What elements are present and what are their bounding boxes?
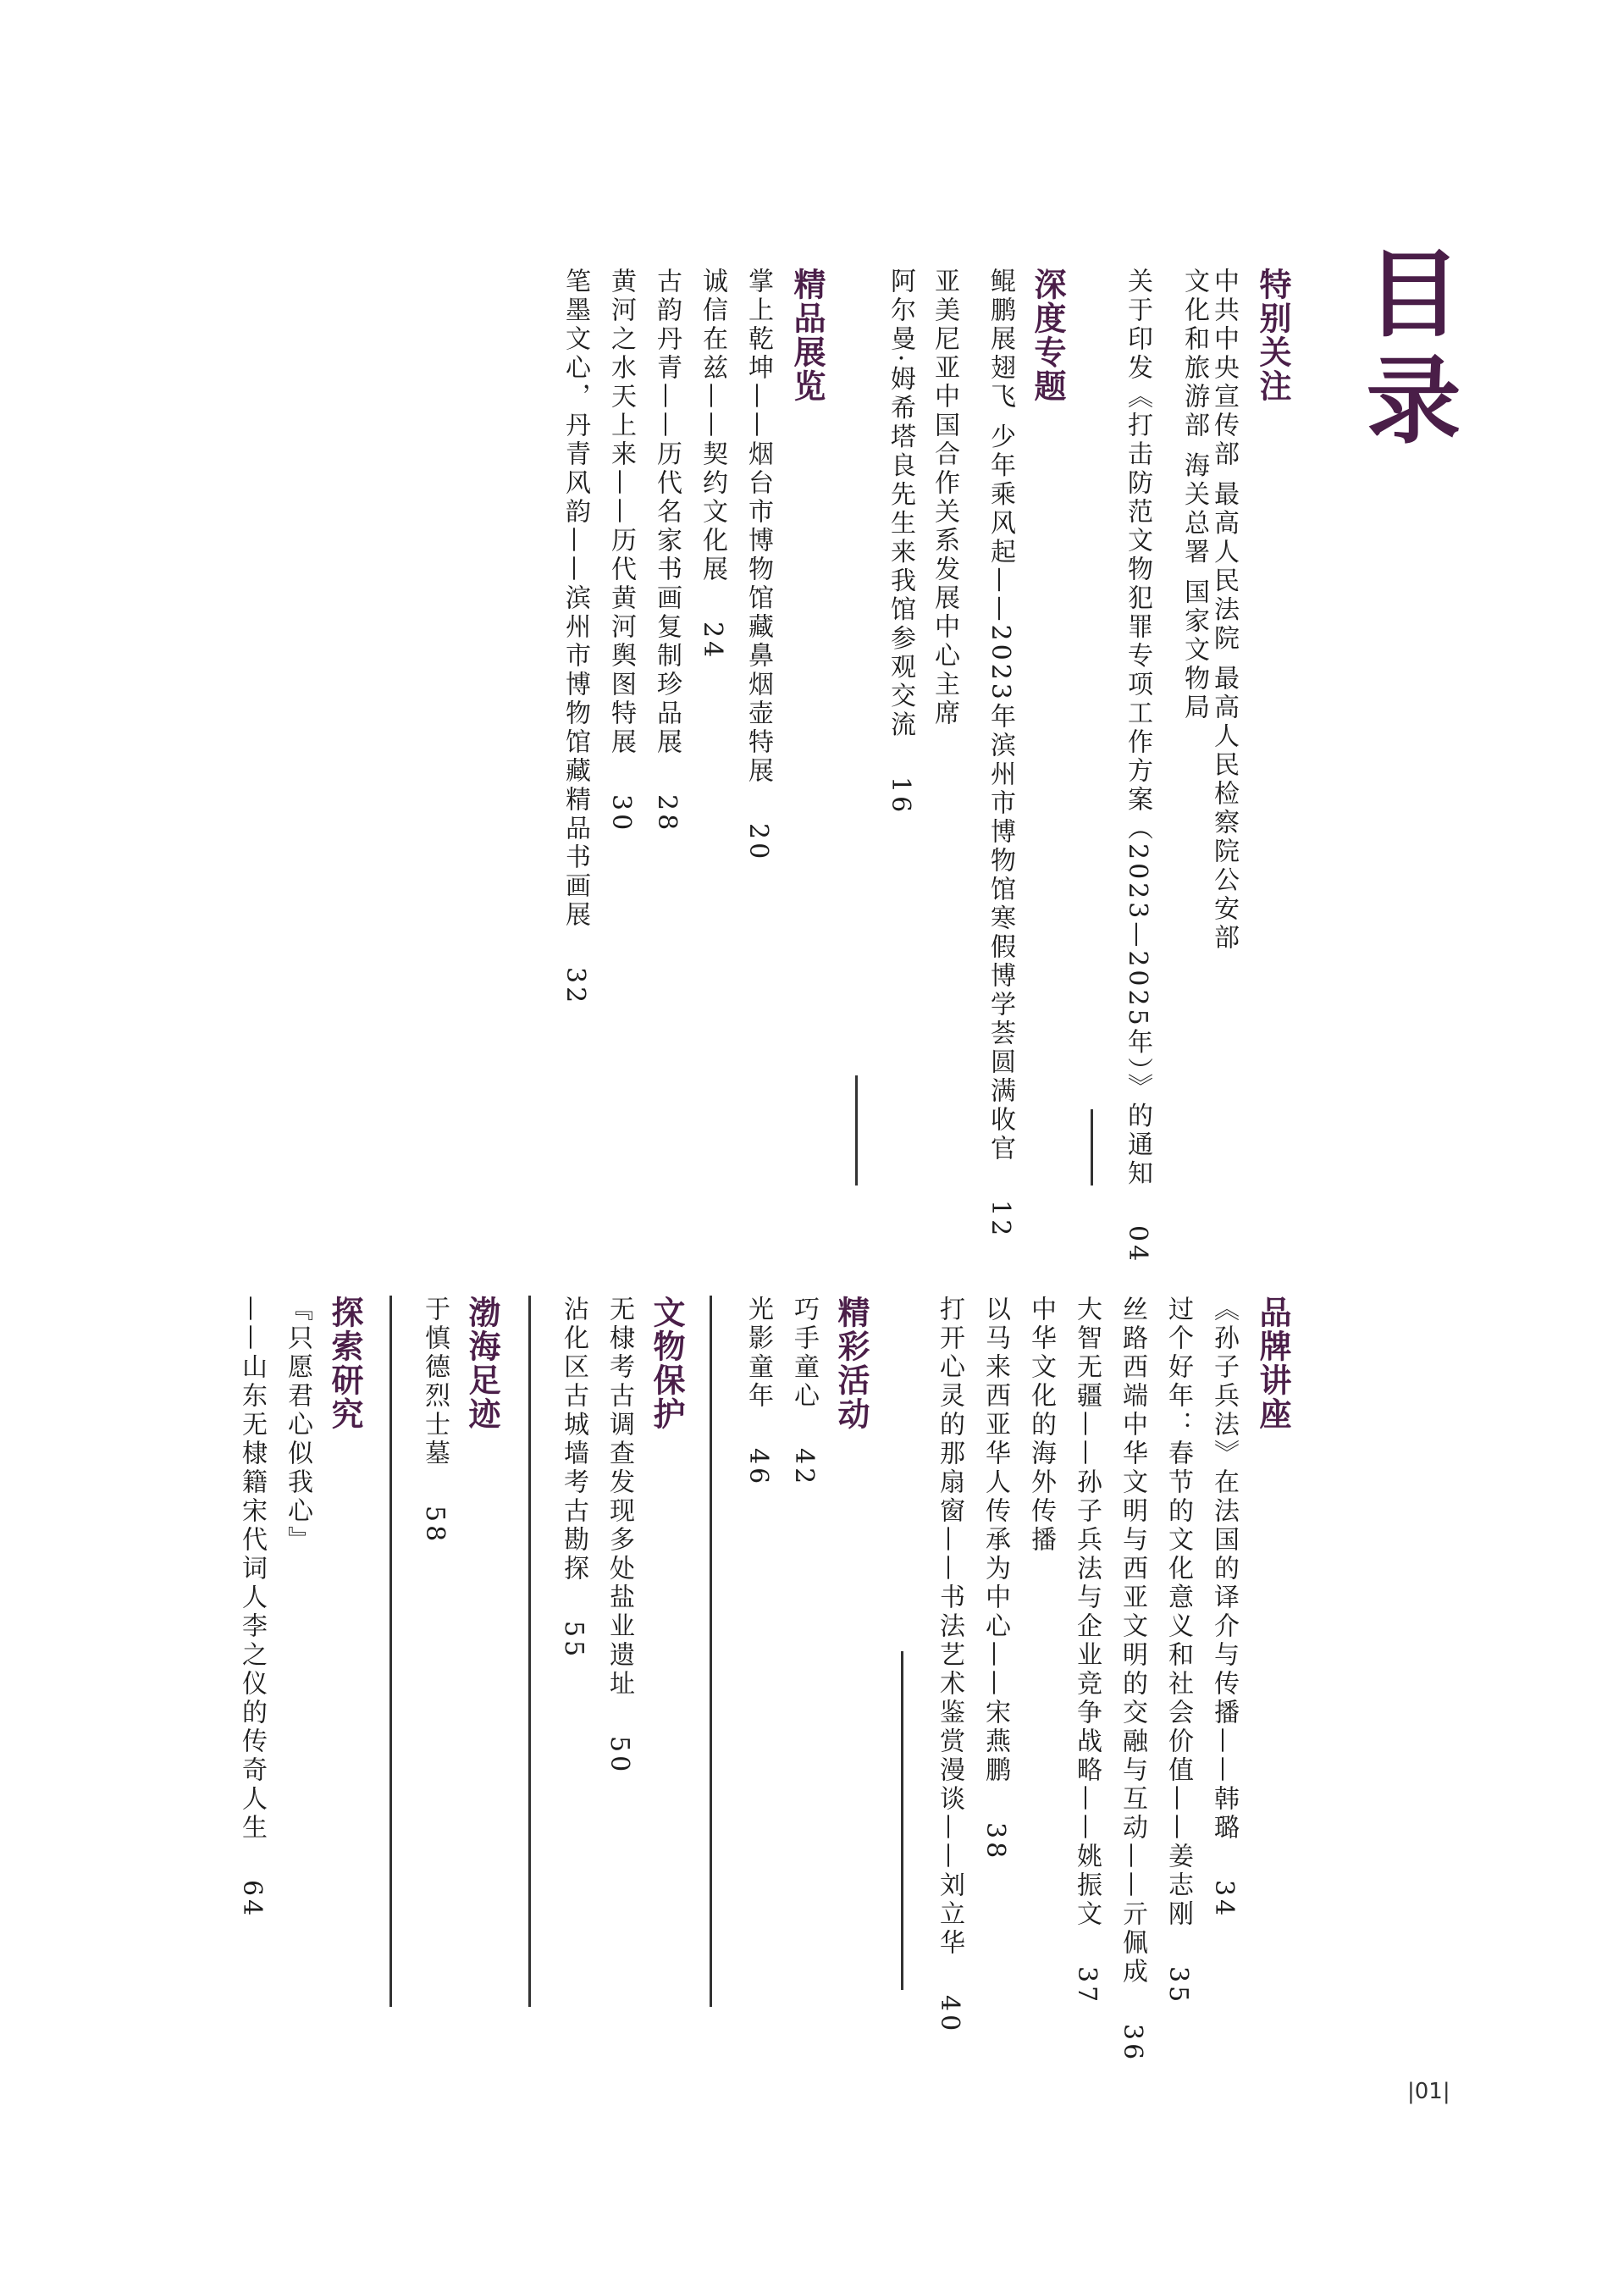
toc-item-text: 《孙子兵法》在法国的译介与传播——韩璐 — [1209, 1296, 1239, 1843]
toc-item-text: 过个好年：春节的文化意义和社会价值——姜志刚 — [1163, 1296, 1193, 1929]
toc-item[interactable] — [561, 1296, 586, 1660]
toc-item-text: 中共中央宣传部 最高人民法院 最高人民检察院公安部 — [1209, 268, 1239, 953]
toc-item[interactable] — [562, 268, 588, 1006]
toc-item-text: ——山东无棣籍宋代词人李之仪的传奇人生 — [237, 1296, 267, 1843]
toc-item[interactable] — [887, 268, 913, 815]
toc-item-text: 古韵丹青——历代名家书画复制珍品展 — [652, 268, 682, 757]
toc-item[interactable] — [931, 268, 957, 728]
toc-item-text: 笔墨文心，丹青风韵——滨州市博物馆藏精品书画展 — [561, 268, 590, 930]
toc-item-text: 黄河之水天上来——历代黄河舆图特展 — [606, 268, 636, 757]
toc-item-text: 阿尔曼·姆希塔良先生来我馆参观交流 — [886, 268, 915, 740]
page-title: 目录 — [1351, 244, 1461, 457]
toc-item[interactable] — [652, 268, 682, 833]
toc-item[interactable] — [1163, 1296, 1193, 2005]
section-heading-pinpai: 品牌讲座 — [1254, 1296, 1291, 1431]
page-number-value: 01 — [1414, 2079, 1443, 2104]
section-heading-jingcai: 精彩活动 — [832, 1296, 870, 1431]
toc-page-number: 04 — [1123, 1225, 1152, 1265]
toc-item[interactable] — [1181, 268, 1207, 722]
toc-item-text: 无棣考古调查发现多处盐业遗址 — [605, 1296, 634, 1699]
toc-item[interactable] — [789, 1296, 819, 1487]
toc-item-text: 文化和旅游部 海关总署 国家文物局 — [1179, 268, 1209, 723]
toc-item[interactable] — [284, 1296, 310, 1555]
toc-page-number: 28 — [652, 793, 682, 833]
toc-item-text: 沾化区古城墙考古勘探 — [559, 1296, 588, 1583]
toc-item-text: 丝路西端中华文明与西亚文明的交融与互动——亓佩成 — [1118, 1296, 1147, 1987]
section-heading-jingpin: 精品展览 — [788, 268, 826, 403]
toc-page-number: 24 — [698, 621, 727, 660]
toc-page-number: 40 — [935, 1994, 964, 2034]
toc-item-text: 『只愿君心似我心』 — [283, 1296, 312, 1555]
section-divider — [710, 1296, 712, 2007]
toc-item[interactable] — [936, 1296, 962, 2034]
toc-item[interactable] — [1124, 268, 1150, 1264]
toc-item[interactable] — [606, 268, 636, 833]
section-divider — [855, 1075, 858, 1185]
toc-item-text: 巧手童心 — [789, 1296, 819, 1411]
toc-page-number: 32 — [561, 966, 590, 1006]
toc-item[interactable] — [606, 1296, 632, 1775]
section-heading-bohai: 渤海足迹 — [463, 1296, 500, 1431]
toc-item-text: 于慎德烈士墓 — [420, 1296, 450, 1468]
toc-item-text: 亚美尼亚中国合作关系发展中心主席 — [930, 268, 959, 728]
toc-item[interactable] — [1209, 1296, 1239, 1919]
toc-item-text: 打开心灵的那扇窗——书法艺术鉴赏漫谈——刘立华 — [935, 1296, 964, 1958]
section-heading-tebie: 特别关注 — [1254, 268, 1291, 403]
toc-item-text: 关于印发《打击防范文物犯罪专项工作方案（2023—2025年）》的通知 — [1123, 268, 1152, 1189]
section-divider — [901, 1651, 903, 1990]
section-heading-shendu: 深度专题 — [1029, 268, 1066, 403]
toc-item-text: 以马来西亚华人传承为中心——宋燕鹏 — [980, 1296, 1010, 1785]
section-divider — [389, 1296, 392, 2007]
toc-item-text: 诚信在兹——契约文化展 — [698, 268, 727, 584]
toc-page-number: 34 — [1209, 1879, 1239, 1919]
toc-item[interactable] — [1209, 268, 1239, 953]
section-divider — [1091, 1109, 1093, 1185]
toc-item[interactable] — [745, 268, 771, 862]
toc-page-number: 36 — [1118, 2023, 1147, 2063]
toc-item-text: 光影童年 — [743, 1296, 773, 1411]
toc-item[interactable] — [237, 1296, 267, 1919]
toc-page-number: 30 — [606, 793, 636, 833]
toc-page-number: 35 — [1163, 1965, 1193, 2005]
toc-page-number: 58 — [420, 1505, 450, 1545]
page-number: |01| — [1407, 2079, 1450, 2104]
toc-item-text: 中华文化的海外传播 — [1026, 1296, 1056, 1555]
toc-item[interactable] — [982, 1296, 1008, 1861]
toc-item[interactable] — [1072, 1296, 1102, 2005]
toc-page-number: 50 — [605, 1735, 634, 1775]
toc-page-number: 16 — [886, 776, 915, 816]
section-heading-wenwu: 文物保护 — [648, 1296, 685, 1431]
toc-item-text: 大智无疆——孙子兵法与企业竞争战略——姚振文 — [1072, 1296, 1102, 1929]
toc-page-number: 46 — [743, 1447, 773, 1487]
toc-item[interactable] — [420, 1296, 450, 1545]
toc-item[interactable] — [1026, 1296, 1056, 1555]
toc-item-text: 掌上乾坤——烟台市博物馆藏鼻烟壶特展 — [743, 268, 773, 786]
toc-item[interactable] — [699, 268, 725, 660]
toc-page-number: 38 — [980, 1821, 1010, 1861]
section-divider — [528, 1296, 531, 2007]
toc-page-number: 20 — [743, 822, 773, 862]
toc-item[interactable] — [1119, 1296, 1145, 2063]
toc-page-number: 37 — [1072, 1965, 1102, 2005]
toc-page-number: 42 — [789, 1447, 819, 1487]
toc-item[interactable] — [987, 268, 1013, 1240]
toc-page-number: 64 — [237, 1879, 267, 1919]
section-heading-tansuo: 探索研究 — [326, 1296, 363, 1431]
toc-page-number: 55 — [559, 1620, 588, 1660]
toc-item-text: 鲲鹏展翅飞 少年乘风起——2023年滨州市博物馆寒假博学荟圆满收官 — [986, 268, 1015, 1163]
toc-page-number: 12 — [986, 1200, 1015, 1240]
toc-item[interactable] — [745, 1296, 771, 1487]
